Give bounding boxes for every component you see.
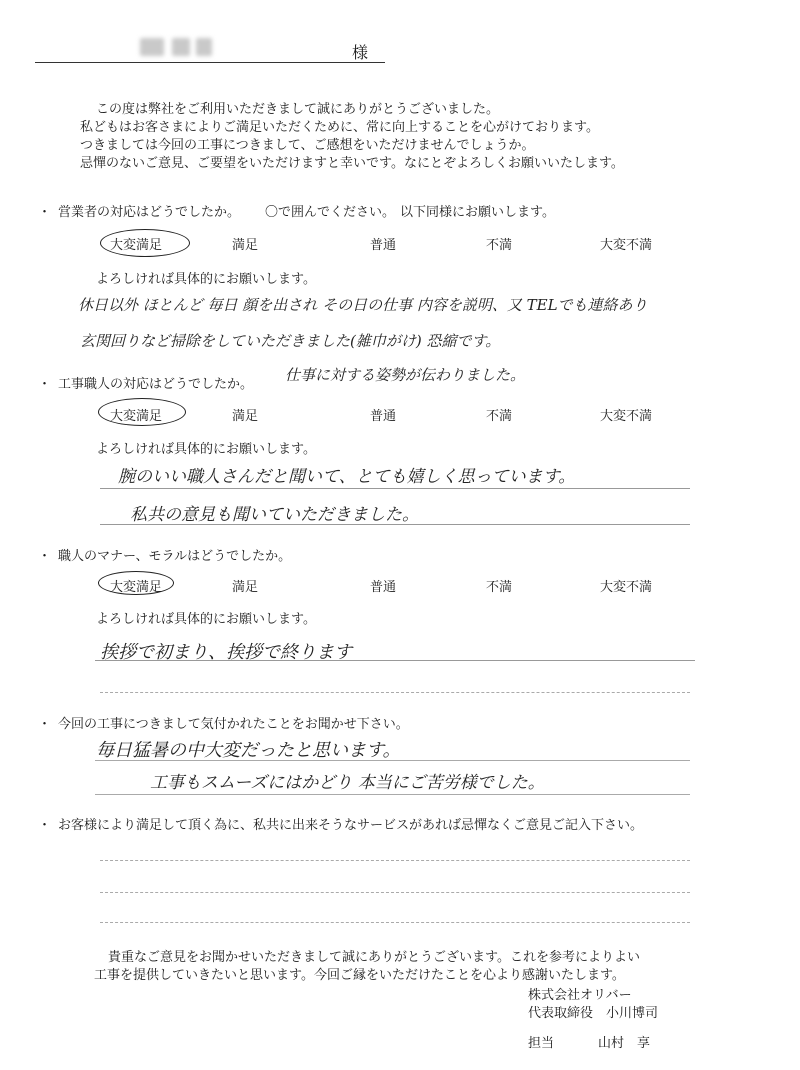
q4-question: 今回の工事につきまして気付かれたことをお聞かせ下さい。 [58, 717, 409, 732]
q1-details-prompt: よろしければ具体的にお願いします。 [96, 272, 316, 287]
q5-answer-line-3[interactable] [100, 922, 690, 923]
redacted-name [140, 38, 164, 56]
q1-question: 営業者の対応はどうでしたか。 [58, 205, 241, 220]
q5-answer-line-2[interactable] [100, 892, 690, 893]
name-underline [35, 62, 385, 63]
q3-option-unsatisfied[interactable]: 不満 [486, 580, 513, 595]
q4-answer-2[interactable]: 工事もスムーズにはかどり 本当にご苦労様でした。 [150, 773, 545, 793]
q1-option-very-unsatisfied[interactable]: 大変不満 [600, 238, 653, 253]
q3-question: 職人のマナー、モラルはどうでしたか。 [58, 549, 292, 564]
q5-question: お客様により満足して頂く為に、私共に出来そうなサービスがあれば忌憚なくご意見ご記入下さい。 [58, 818, 644, 833]
q3-answer-line-1 [95, 660, 695, 661]
q1-option-satisfied[interactable]: 満足 [232, 238, 259, 253]
q1-option-unsatisfied[interactable]: 不満 [486, 238, 513, 253]
q3-option-satisfied[interactable]: 満足 [232, 580, 259, 595]
bullet: ・ [38, 549, 52, 564]
bullet: ・ [38, 818, 52, 833]
q3-answer-1[interactable]: 挨拶で初まり、挨拶で終ります [100, 642, 352, 663]
q1-answer-2[interactable]: 玄関回りなど掃除をしていただきました(雑巾がけ) 恐縮です。 [80, 332, 501, 350]
q2-answer-line-1 [100, 488, 690, 489]
company-name: 株式会社オリバー [528, 988, 632, 1003]
intro-line-1: この度は弊社をご利用いただきまして誠にありがとうございました。 [96, 102, 500, 117]
q1-answer-1[interactable]: 休日以外 ほとんど 毎日 顔を出され その日の仕事 内容を説明、又 TELでも連絡あり [78, 296, 648, 314]
q1-option-neutral[interactable]: 普通 [370, 238, 397, 253]
staff-name: 山村 享 [598, 1036, 651, 1051]
q2-option-very-satisfied[interactable]: 大変満足 [110, 409, 163, 424]
intro-line-2: 私どもはお客さまによりご満足いただくために、常に向上することを心がけております。 [80, 120, 599, 135]
q3-answer-line-2 [100, 692, 690, 693]
q5-answer-line-1[interactable] [100, 860, 690, 861]
bullet: ・ [38, 205, 52, 220]
q2-option-unsatisfied[interactable]: 不満 [486, 409, 513, 424]
q1-instruction: 〇で囲んでください。 [265, 205, 396, 220]
q3-details-prompt: よろしければ具体的にお願いします。 [96, 612, 316, 627]
q1-option-very-satisfied[interactable]: 大変満足 [110, 238, 163, 253]
q1-note: 以下同様にお願いします。 [400, 205, 555, 220]
q4-answer-line-1 [95, 760, 690, 761]
closing-line-2: 工事を提供していきたいと思います。今回ご縁をいただけたことを心より感謝いたします。 [94, 968, 625, 983]
q2-answer-1[interactable]: 腕のいい職人さんだと聞いて、とても嬉しく思っています。 [118, 467, 576, 487]
q3-option-neutral[interactable]: 普通 [370, 580, 397, 595]
q4-answer-line-2 [95, 794, 690, 795]
q3-option-very-satisfied[interactable]: 大変満足 [110, 580, 163, 595]
q2-answer-2[interactable]: 私共の意見も聞いていただきました。 [130, 505, 419, 525]
intro-line-4: 忌憚のないご意見、ご要望をいただけますと幸いです。なにとぞよろしくお願いいたします。 [80, 156, 624, 171]
company-representative: 代表取締役 小川博司 [528, 1006, 659, 1021]
honorific: 様 [352, 43, 369, 62]
redacted-name-3 [196, 38, 212, 56]
bullet: ・ [38, 717, 52, 732]
q2-option-neutral[interactable]: 普通 [370, 409, 397, 424]
q4-answer-1[interactable]: 毎日猛暑の中大変だったと思います。 [96, 740, 401, 761]
closing-line-1: 貴重なご意見をお聞かせいただきまして誠にありがとうございます。これを参考によりよい [108, 950, 640, 965]
redacted-name-2 [172, 38, 190, 56]
intro-line-3: つきましては今回の工事につきまして、ご感想をいただけませんでしょうか。 [80, 138, 535, 153]
q2-details-prompt: よろしければ具体的にお願いします。 [96, 442, 316, 457]
q2-option-satisfied[interactable]: 満足 [232, 409, 259, 424]
q2-answer-line-2 [100, 524, 690, 525]
bullet: ・ [38, 377, 52, 392]
q3-option-very-unsatisfied[interactable]: 大変不満 [600, 580, 653, 595]
q1-answer-3[interactable]: 仕事に対する姿勢が伝わりました。 [285, 366, 526, 384]
staff-label: 担当 [528, 1036, 555, 1051]
q2-question: 工事職人の対応はどうでしたか。 [58, 377, 254, 392]
q2-option-very-unsatisfied[interactable]: 大変不満 [600, 409, 653, 424]
